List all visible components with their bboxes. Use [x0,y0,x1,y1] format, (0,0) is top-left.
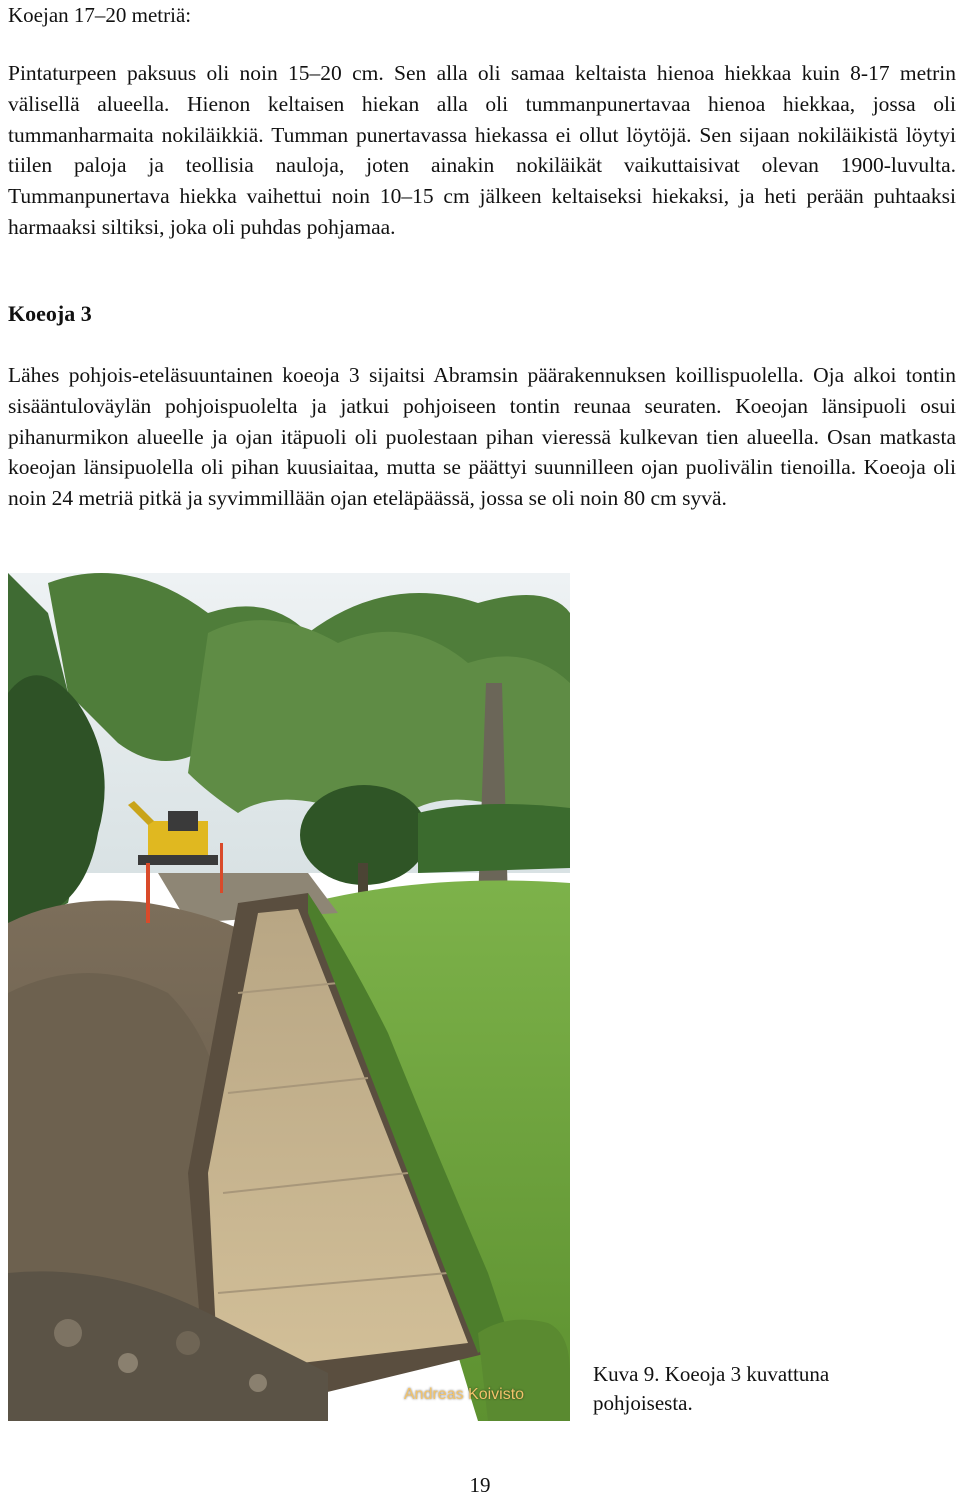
photo-credit: Andreas Koivisto [404,1386,525,1403]
paragraph-koeoja-17-20: Pintaturpeen paksuus oli noin 15–20 cm. Sen alla oli samaa keltaista hienoa hiekkaa kuin 8-17 metrin välisellä alueella. Hienon keltaisen hiekan alla oli tummanpunertavaa hienoa hiekkaa, jossa oli tummanharmaita nokiläikkiä. Tumman punertavassa hiekassa ei ollut löytöjä. Sen sijaan nokiläikistä löytyi tiilen paloja ja teollisia nauloja, joten ainakin nokiläikät vaikuttaisivat olevan 1900-luvulta. Tummanpunertava hiekka vaihettui noin 10–15 cm jälkeen keltaiseksi hiekaksi, ja heti perään puhtaaksi harmaaksi siltiksi, joka oli puhdas pohjamaa. [8,61,956,239]
caption-line-1: Kuva 9. Koeoja 3 kuvattuna [593,1362,830,1386]
subsection-heading: Koejan 17–20 metriä: [8,3,192,27]
trench-photo [8,573,570,1421]
caption-line-2: pohjoisesta. [593,1391,693,1415]
page-number: 19 [469,1473,491,1497]
figure-caption [593,1360,933,1418]
trench-photo-illustration [8,573,570,1421]
paragraph-koeoja-3: Lähes pohjois-eteläsuuntainen koeoja 3 sijaitsi Abramsin päärakennuksen koillispuolella. Oja alkoi tontin sisääntuloväylän pohjoispuolelta ja jatkui pohjoiseen tontin reunaa seuraten. Koeojan länsipuoli osui pihanurmikon alueelle ja ojan itäpuoli oli puolestaan pihan vieressä kulkevan tien alueella. Osan matkasta koeojan länsipuolella oli pihan kuusiaitaa, mutta se päättyi suunnilleen ojan puolivälin tienoilla. Koeoja oli noin 24 metriä pitkä ja syvimmillään ojan eteläpäässä, jossa se oli noin 80 cm syvä. [8,363,956,511]
section-heading-koeoja-3: Koeoja 3 [8,301,92,326]
